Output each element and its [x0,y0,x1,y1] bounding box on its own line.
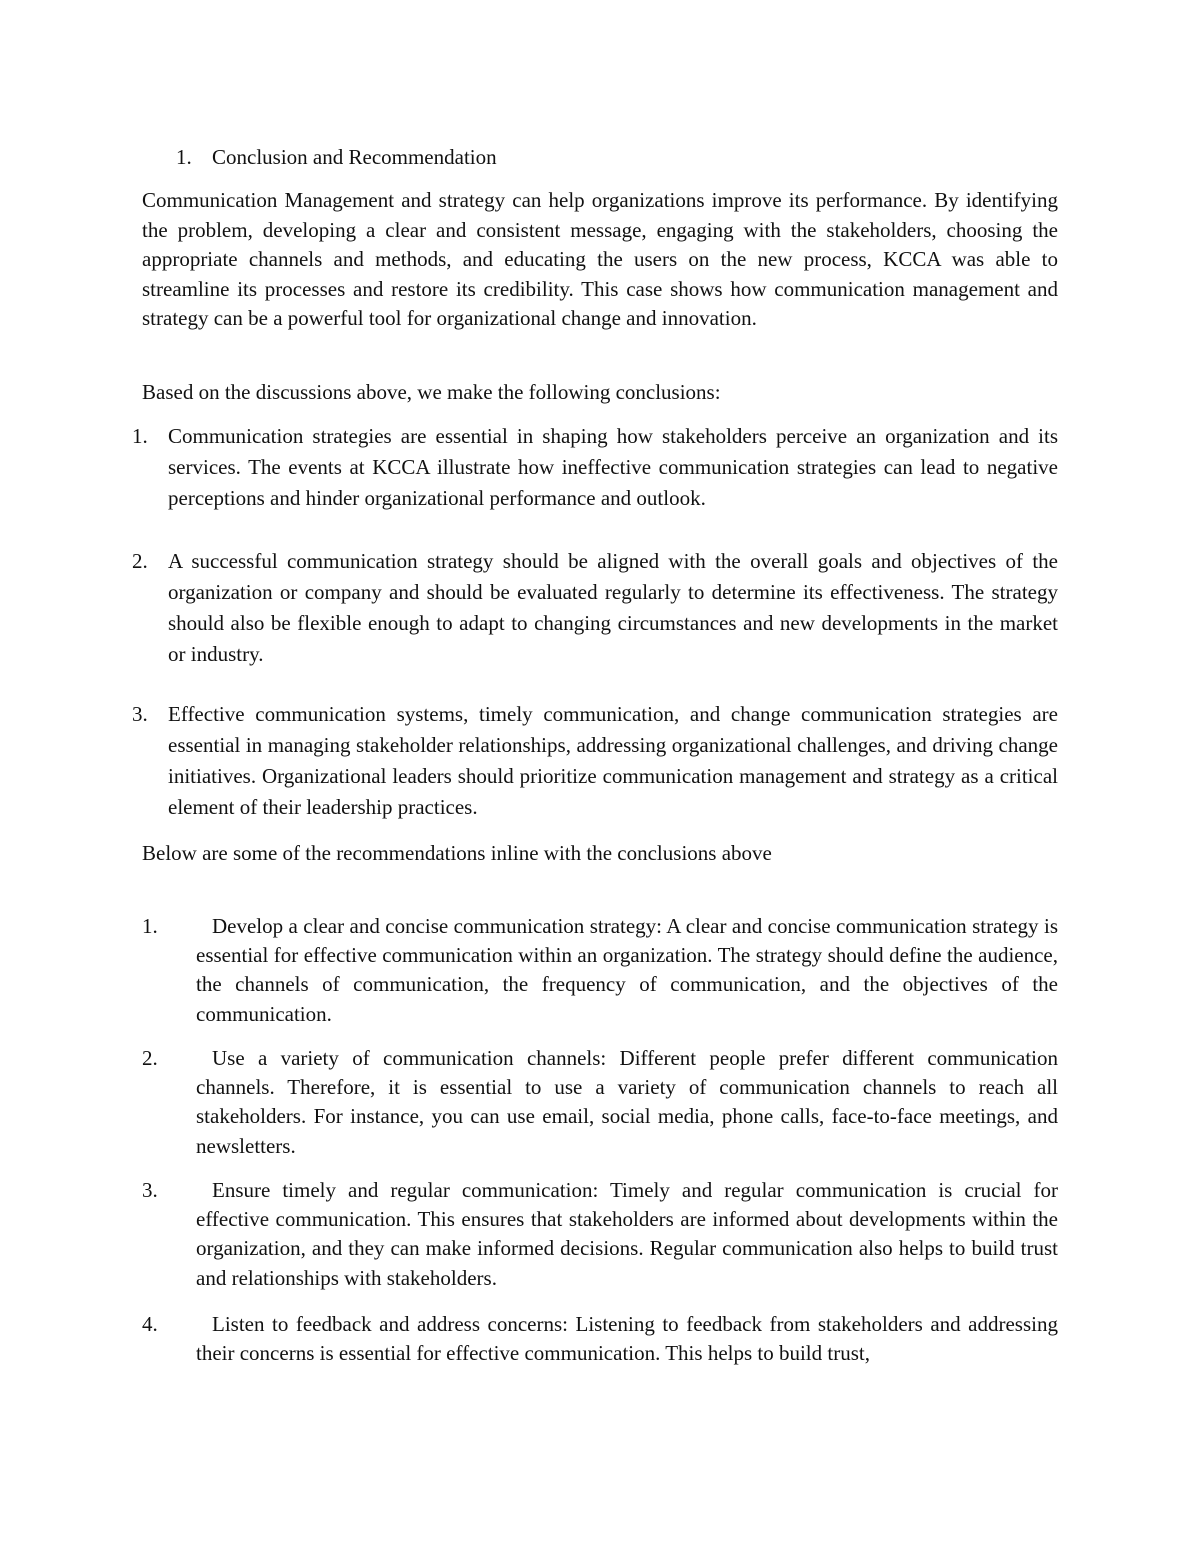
conclusion-number: 2. [132,549,148,573]
section-heading [176,143,497,171]
recommendation-number: 2. [142,1046,158,1070]
conclusions-lead: Based on the discussions above, we make the following conclusions: [142,380,721,404]
recommendation-item [142,1044,1058,1161]
recommendation-text: Ensure timely and regular communication: Timely and regular communication is crucial for effective communication. This ensures that stakeholders are informed about developments within the organization, and they can make informed decisions. Regular communication also helps to build trust and relationships with stakeholders. [196,1178,1058,1290]
recommendation-item [142,1176,1058,1293]
recommendation-number: 1. [142,914,158,938]
recommendation-number: 4. [142,1312,158,1336]
recommendation-item [142,912,1058,1029]
recommendation-text: Listen to feedback and address concerns: Listening to feedback from stakeholders and addressing their concerns is essential for effective communication. This helps to build trust, [196,1312,1058,1366]
conclusion-text: Communication strategies are essential in shaping how stakeholders perceive an organization and its services. The events at KCCA illustrate how ineffective communication strategies can lead to negative perceptions and hinder organizational performance and outlook. [168,424,1058,510]
conclusion-text: Effective communication systems, timely communication, and change communication strategies are essential in managing stakeholder relationships, addressing organizational challenges, and driving change initiatives. Organizational leaders should prioritize communication management and strategy as a critical element of their leadership practices. [168,702,1058,819]
intro-paragraph: Communication Management and strategy can help organizations improve its performance. By identifying the problem, developing a clear and consistent message, engaging with the stakeholders, choosing the appropriate channels and methods, and educating the users on the new process, KCCA was able to streamline its processes and restore its credibility. This case shows how communication management and strategy can be a powerful tool for organizational change and innovation. [142,188,1058,330]
recommendation-text: Use a variety of communication channels: Different people prefer different communication channels. Therefore, it is essential to use a variety of communication channels to reach all stakeholders. For instance, you can use email, social media, phone calls, face-to-face meetings, and newsletters. [196,1046,1058,1158]
conclusion-item [132,546,1058,670]
recommendation-item [142,1310,1058,1368]
conclusion-number: 3. [132,702,148,726]
conclusion-number: 1. [132,424,148,448]
section-number: 1. [176,145,192,169]
conclusion-text: A successful communication strategy should be aligned with the overall goals and objectives of the organization or company and should be evaluated regularly to determine its effectiveness. The strategy should also be flexible enough to adapt to changing circumstances and new developments in the market or industry. [168,549,1058,666]
section-title: Conclusion and Recommendation [212,145,497,169]
conclusion-item [132,699,1058,823]
conclusion-item [132,421,1058,514]
recommendation-number: 3. [142,1178,158,1202]
recommendation-text: Develop a clear and concise communication strategy: A clear and concise communication strategy is essential for effective communication within an organization. The strategy should define the audience, the channels of communication, the frequency of communication, and the objectives of the communication. [196,914,1058,1026]
recommendations-lead: Below are some of the recommendations inline with the conclusions above [142,841,772,865]
